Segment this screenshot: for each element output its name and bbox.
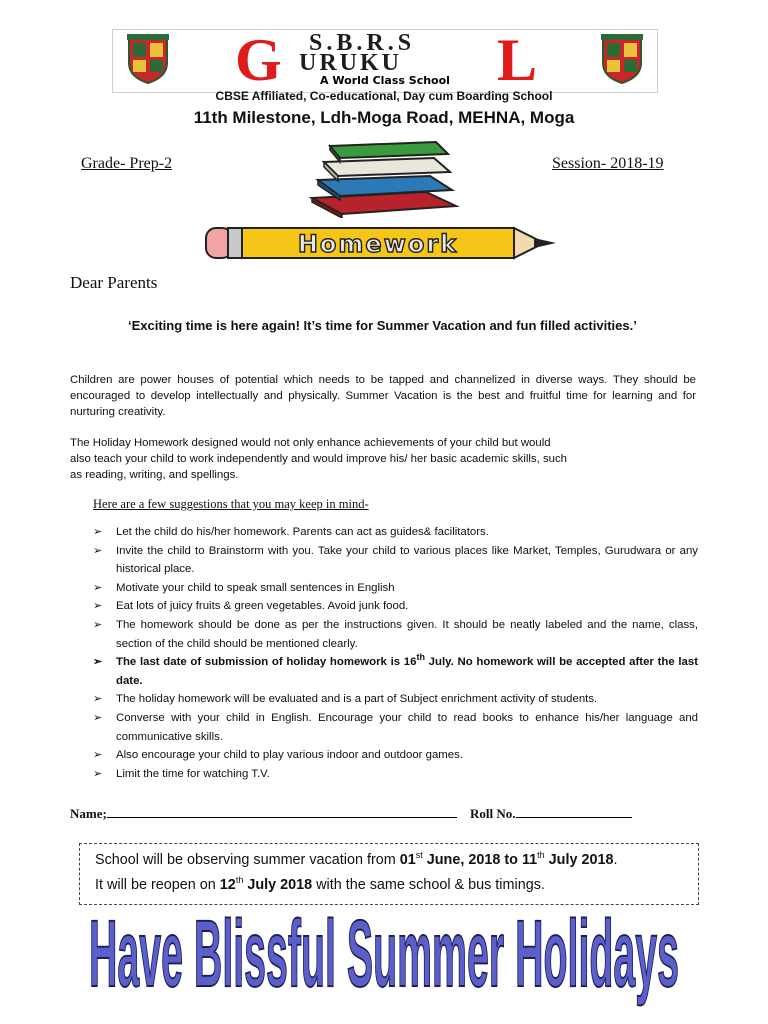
list-item bbox=[93, 579, 698, 598]
roll-number-field[interactable] bbox=[470, 806, 632, 822]
tip-text: Let the child do his/her homework. Parents can act as guides& facilitators. bbox=[116, 526, 489, 538]
homework-paragraph bbox=[70, 436, 696, 483]
arrow-bullet-icon: ➢ bbox=[93, 711, 103, 724]
list-item bbox=[93, 542, 698, 579]
school-address: 11th Milestone, Ldh-Moga Road, MEHNA, Moga bbox=[193, 108, 575, 127]
arrow-bullet-icon: ➢ bbox=[93, 544, 103, 557]
tip-text: Limit the time for watching T.V. bbox=[116, 767, 270, 780]
arrow-bullet-icon: ➢ bbox=[93, 581, 103, 594]
roll-blank-line[interactable] bbox=[516, 806, 632, 818]
logo-letter-l: L bbox=[497, 27, 538, 93]
logo-uruku-text: URUKU bbox=[299, 50, 402, 76]
school-affiliation: CBSE Affiliated, Co-educational, Day cum Boarding School bbox=[215, 89, 553, 103]
logo-tagline: A World Class School bbox=[320, 74, 450, 87]
name-blank-line[interactable] bbox=[107, 806, 457, 818]
session-label: Session- 2018-19 bbox=[552, 155, 664, 172]
salutation: Dear Parents bbox=[70, 273, 158, 292]
notice-text: with the same school & bus timings. bbox=[312, 877, 545, 893]
paragraph-line: The Holiday Homework designed would not only enhance achievements of your child but would bbox=[70, 437, 551, 449]
notice-date: July 2018 bbox=[243, 877, 313, 893]
list-item bbox=[93, 597, 698, 616]
tip-text: The holiday homework will be evaluated and is a part of Subject enrichment activity of students. bbox=[116, 693, 598, 706]
ordinal-suffix: th bbox=[537, 850, 545, 861]
suggestions-heading: Here are a few suggestions that you may keep in mind- bbox=[93, 497, 369, 511]
tip-text: Motivate your child to speak small sentences in English bbox=[116, 581, 395, 594]
list-item bbox=[93, 653, 698, 690]
summer-holidays-banner bbox=[0, 908, 768, 1018]
tip-text: The homework should be done as per the instructions given. It should be neatly labeled and the name, class, section of the child should be mentioned clearly. bbox=[116, 618, 698, 650]
quote-text: ‘Exciting time is here again! It’s time for Summer Vacation and fun filled activities.’ bbox=[128, 318, 637, 333]
list-item bbox=[93, 523, 698, 542]
notice-line bbox=[95, 877, 545, 893]
notice-line bbox=[95, 852, 617, 868]
school-crest-icon bbox=[599, 33, 645, 85]
list-item bbox=[93, 690, 698, 709]
vacation-notice-box bbox=[79, 843, 699, 905]
ordinal-suffix: th bbox=[416, 652, 425, 663]
tip-text: Eat lots of juicy fruits & green vegetables. Avoid junk food. bbox=[116, 600, 409, 613]
tip-text: Invite the child to Brainstorm with you. Take your child to various places like Market, Temples, Gurudwara or any historical place. bbox=[116, 544, 698, 576]
arrow-bullet-icon: ➢ bbox=[93, 693, 103, 706]
paragraph-line: also teach your child to work independently and would improve his/ her basic academic skills, such bbox=[70, 452, 568, 465]
list-item bbox=[93, 746, 698, 765]
logo-sbrs-text: S.B.R.S bbox=[309, 30, 416, 56]
homework-label: Homework bbox=[297, 230, 459, 258]
arrow-bullet-icon: ➢ bbox=[93, 749, 103, 762]
notice-text: . bbox=[613, 852, 618, 868]
intro-paragraph: Children are power houses of potential which needs to be tapped and channelized in diverse ways. They should be encouraged to develop intellectually and physically. Summer Vacation is the best and fruitful time for learning and for nurturing creativity. bbox=[70, 374, 696, 418]
paragraph-line: as reading, writing, and spellings. bbox=[70, 468, 239, 481]
name-label: Name; bbox=[70, 806, 107, 821]
logo-letter-g: G bbox=[235, 27, 280, 93]
school-logo-banner bbox=[112, 29, 658, 93]
tip-text: Also encourage your child to play various indoor and outdoor games. bbox=[116, 749, 463, 762]
ordinal-suffix: st bbox=[415, 850, 423, 861]
banner-text: Have Blissful Summer Holidays bbox=[89, 908, 680, 1007]
suggestions-list bbox=[93, 523, 698, 783]
list-item bbox=[93, 616, 698, 653]
tip-text: Converse with your child in English. Encourage your child to read books to enhance his/her language and communicative skills. bbox=[116, 711, 698, 743]
tip-text: The last date of submission of holiday homework is 16 bbox=[116, 656, 417, 669]
arrow-bullet-icon: ➢ bbox=[93, 656, 103, 669]
ordinal-suffix: th bbox=[235, 875, 244, 886]
notice-date: 12 bbox=[219, 877, 236, 893]
notice-date: July 2018 bbox=[544, 852, 614, 868]
arrow-bullet-icon: ➢ bbox=[93, 767, 103, 780]
name-field[interactable] bbox=[70, 806, 457, 822]
roll-label: Roll No. bbox=[470, 806, 516, 821]
homework-pencil-graphic bbox=[204, 222, 560, 264]
notice-date: June, 2018 to 11 bbox=[422, 852, 538, 868]
arrow-bullet-icon: ➢ bbox=[93, 618, 103, 631]
grade-label: Grade- Prep-2 bbox=[81, 155, 173, 172]
arrow-bullet-icon: ➢ bbox=[93, 600, 103, 613]
notice-date: 01 bbox=[399, 852, 416, 868]
notice-text: School will be observing summer vacation from bbox=[95, 852, 400, 868]
tip-text: July. No homework will be accepted after the last date. bbox=[116, 656, 698, 687]
list-item bbox=[93, 765, 698, 784]
books-stack-icon bbox=[306, 140, 462, 218]
arrow-bullet-icon: ➢ bbox=[93, 526, 103, 538]
notice-text: It will be reopen on bbox=[95, 877, 220, 893]
list-item bbox=[93, 709, 698, 746]
